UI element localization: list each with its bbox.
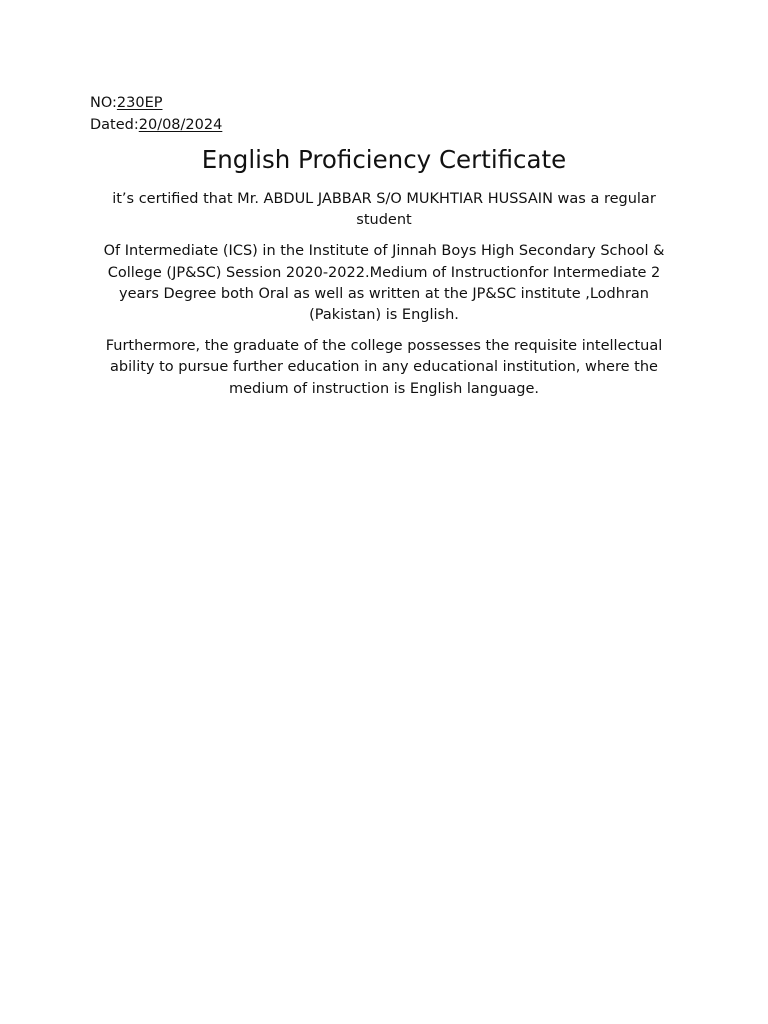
certificate-date-value: 20/08/2024 <box>138 117 223 133</box>
certificate-paragraph-3: Furthermore, the graduate of the college possesses the requisite intellectual ability to pursue further education in any educational institution, where the medium of instruction is English language. <box>105 338 663 397</box>
certificate-paragraph-2: Of Intermediate (ICS) in the Institute of Jinnah Boys High Secondary School & College (JP&SC) Session 2020-2022.Medium of Instructionfor Intermediate 2 years Degree both Oral as well as written at the JP&SC institute ,Lodhran (Pakistan) is English. <box>103 243 665 324</box>
certificate-paragraph-1: it’s certified that Mr. ABDUL JABBAR S/O MUKHTIAR HUSSAIN was a regular student <box>112 191 656 229</box>
certificate-number-label: NO: <box>90 95 117 111</box>
certificate-number-line <box>90 92 222 114</box>
certificate-date-line <box>90 114 222 136</box>
certificate-body <box>90 189 678 410</box>
certificate-number-value: 230EP <box>116 95 163 111</box>
certificate-meta <box>90 92 222 136</box>
certificate-date-label: Dated: <box>90 117 139 133</box>
certificate-title: English Proficiency Certificate <box>201 145 567 174</box>
